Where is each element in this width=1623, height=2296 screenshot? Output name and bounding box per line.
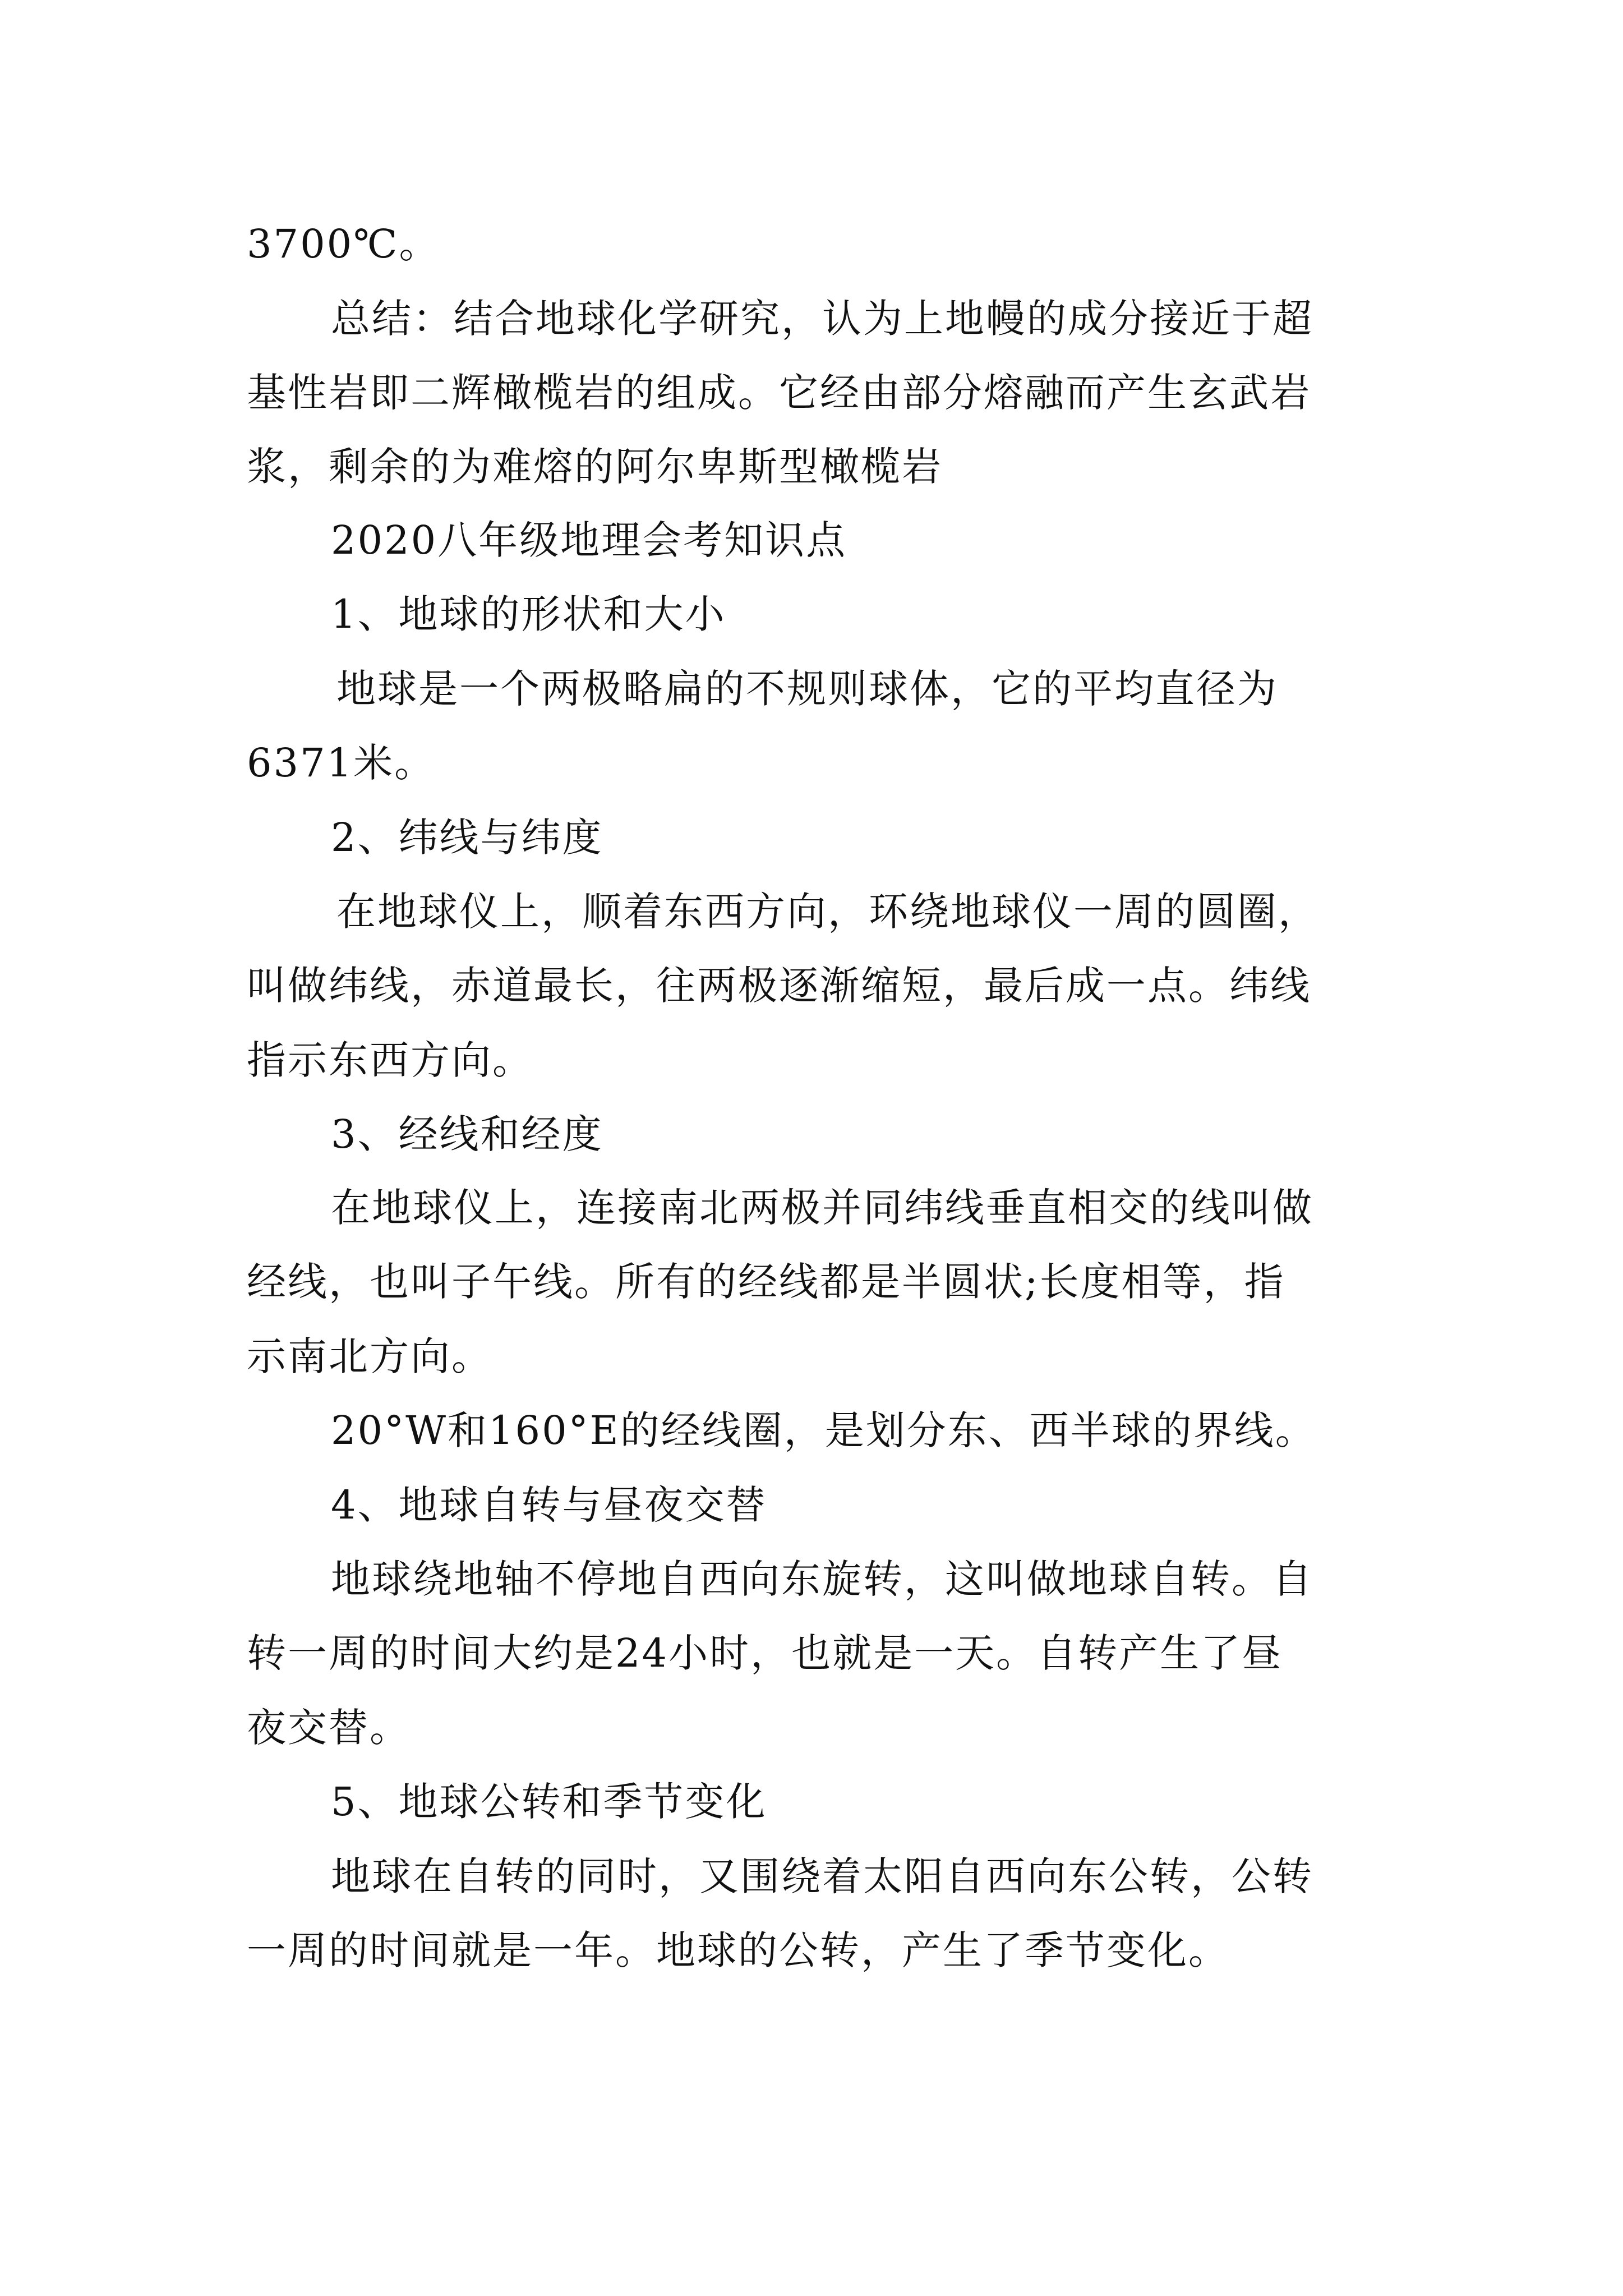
text-line: 在地球仪上，顺着东西方向，环绕地球仪一周的圆圈， [336,889,1319,935]
text-line: 3700℃。 [247,221,440,267]
section-heading: 2、纬线与纬度 [331,815,603,861]
text-line: 指示东西方向。 [247,1037,533,1083]
text-line: 示南北方向。 [247,1333,492,1379]
text-line: 浆，剩余的为难熔的阿尔卑斯型橄榄岩 [247,444,943,490]
text-line: 转一周的时间大约是24小时，也就是一天。自转产生了昼 [247,1630,1283,1676]
text-line: 一周的时间就是一年。地球的公转，产生了季节变化。 [247,1927,1229,1973]
text-line: 在地球仪上，连接南北两极并同纬线垂直相交的线叫做 [331,1185,1313,1231]
text-line: 20°W和160°E的经线圈，是划分东、西半球的界线。 [331,1407,1316,1453]
text-line: 地球是一个两极略扁的不规则球体，它的平均直径为 [336,666,1278,712]
text-line: 地球绕地轴不停地自西向东旋转，这叫做地球自转。自 [331,1556,1313,1602]
text-line: 经线，也叫子午线。所有的经线都是半圆状;长度相等，指 [247,1259,1285,1305]
text-line: 总结：结合地球化学研究，认为上地幔的成分接近于超 [331,296,1313,342]
text-line: 6371米。 [247,740,436,786]
section-heading: 1、地球的形状和大小 [331,591,726,637]
section-heading: 3、经线和经度 [331,1111,603,1157]
text-line: 地球在自转的同时，又围绕着太阳自西向东公转，公转 [331,1853,1313,1899]
section-heading: 5、地球公转和季节变化 [331,1779,767,1825]
text-line: 叫做纬线，赤道最长，往两极逐渐缩短，最后成一点。纬线 [247,963,1311,1009]
section-heading: 4、地球自转与昼夜交替 [331,1482,767,1528]
text-line: 基性岩即二辉橄榄岩的组成。它经由部分熔融而产生玄武岩 [247,370,1311,416]
section-heading: 2020八年级地理会考知识点 [331,517,847,563]
text-line: 夜交替。 [247,1705,411,1751]
